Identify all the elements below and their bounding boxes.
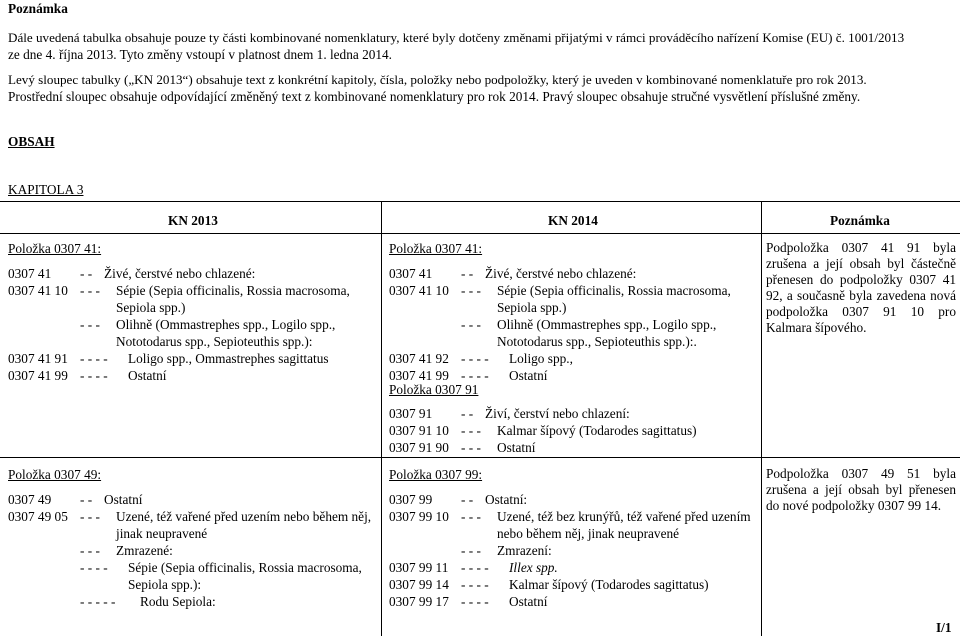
code: 0307 91 10 [389, 423, 449, 438]
line-text: Sépie (Sepia officinalis, Rossia macrosoma, [128, 560, 362, 575]
code: 0307 41 10 [389, 283, 449, 298]
dash: - - - [461, 509, 481, 524]
line-text: Zmrazení: [497, 543, 552, 558]
code: 0307 91 [389, 406, 433, 421]
code: 0307 41 91 [8, 351, 68, 366]
column-header-kn2014: KN 2014 [548, 213, 598, 228]
row-divider [0, 457, 960, 458]
block2-note: Podpoložka 0307 49 51 byla zrušena a její obsah byl přenesen do nové podpoložky 0307 99 14. [766, 466, 956, 513]
column-header-poznamka: Poznámka [830, 213, 890, 228]
intro-line-2: ze dne 4. října 2013. Tyto změny vstoupí v platnost dnem 1. ledna 2014. [8, 47, 392, 62]
line-text: Olihně (Ommastrephes spp., Logilo spp., [116, 317, 336, 332]
dash: - - - - [461, 577, 489, 592]
line-text: Ostatní [509, 368, 548, 383]
dash: - - - [461, 543, 481, 558]
dash: - - - - [80, 368, 108, 383]
line-text: nebo během něj, jinak neupravené [497, 526, 680, 541]
obsah-heading: OBSAH [8, 134, 55, 149]
dash: - - - [461, 317, 481, 332]
page-number: I/1 [936, 620, 952, 635]
column-header-kn2013: KN 2013 [168, 213, 218, 228]
line-text: Sepiola spp.) [116, 300, 186, 315]
dash: - - - [80, 509, 100, 524]
code: 0307 49 05 [8, 509, 68, 524]
line-text: Zmrazené: [116, 543, 173, 558]
intro-line-4: Prostřední sloupec obsahuje odpovídající změněný text z kombinované nomenklatury pro rok 2014. Pravý sloupec obsahuje stručné vysvětlení příslušné změny. [8, 89, 861, 104]
page-title: Poznámka [8, 1, 68, 16]
block2-left-title: Položka 0307 49: [8, 467, 102, 482]
line-text: Nototodarus spp., Sepioteuthis spp.): [116, 334, 313, 349]
line-text: Loligo spp., Ommastrephes sagittatus [128, 351, 329, 366]
dash: - - - - [461, 594, 489, 609]
dash: - - [80, 492, 93, 507]
code: 0307 49 [8, 492, 52, 507]
line-text: Uzené, též bez krunýřů, též vařené před uzením [497, 509, 751, 524]
line-text: Uzené, též vařené před uzením nebo během něj, [116, 509, 372, 524]
line-text: Rodu Sepiola: [140, 594, 216, 609]
line-text: jinak neupravené [116, 526, 208, 541]
line-text: Olihně (Ommastrephes spp., Logilo spp., [497, 317, 717, 332]
dash: - - [461, 492, 474, 507]
line-text: Loligo spp., [509, 351, 573, 366]
column-divider-left [381, 201, 382, 636]
dash: - - - - - [80, 594, 116, 609]
dash: - - - - [461, 560, 489, 575]
dash: - - [80, 266, 93, 281]
dash: - - - [80, 317, 100, 332]
block1-mid-title: Položka 0307 41: [389, 241, 483, 256]
line-text: Sépie (Sepia officinalis, Rossia macrosoma, [116, 283, 350, 298]
code: 0307 41 92 [389, 351, 449, 366]
dash: - - - [80, 543, 100, 558]
line-text: Ostatní [104, 492, 143, 507]
line-text: Nototodarus spp., Sepioteuthis spp.):. [497, 334, 697, 349]
code: 0307 41 [389, 266, 433, 281]
line-text: Živí, čerství nebo chlazení: [485, 406, 630, 421]
code: 0307 41 [8, 266, 52, 281]
intro-line-1: Dále uvedená tabulka obsahuje pouze ty části kombinované nomenklatury, které byly dotčeny změnami přijatými v rámci prováděcího nařízení Komise (EU) č. 1001/2013 [8, 30, 905, 45]
block2-mid-title: Položka 0307 99: [389, 467, 483, 482]
dash: - - - - [80, 560, 108, 575]
line-text: Ostatní [497, 440, 536, 455]
intro-line-3: Levý sloupec tabulky („KN 2013“) obsahuje text z konkrétní kapitoly, čísla, položky nebo podpoložky, který je uveden v kombinované nomenklatuře pro rok 2013. [8, 72, 867, 87]
line-text: Kalmar šípový (Todarodes sagittatus) [497, 423, 697, 438]
dash: - - - - [461, 351, 489, 366]
block1-mid-title-2: Položka 0307 91 [389, 382, 479, 397]
dash: - - - [461, 283, 481, 298]
dash: - - - - [461, 368, 489, 383]
line-text: Ostatní [128, 368, 167, 383]
block1-note: Podpoložka 0307 41 91 byla zrušena a její obsah byl částečně přenesen do podpoložky 0307 41 92, a současně byla zavedena nová podpoložka 0307 91 10 pro Kalmara šípového. [766, 240, 956, 335]
code: 0307 99 10 [389, 509, 449, 524]
line-text: Ostatní [509, 594, 548, 609]
block1-left-title: Položka 0307 41: [8, 241, 102, 256]
chapter-heading: KAPITOLA 3 [8, 182, 84, 197]
line-text: Sépie (Sepia officinalis, Rossia macrosoma, [497, 283, 731, 298]
code: 0307 99 11 [389, 560, 449, 575]
line-text: Illex spp. [509, 560, 558, 575]
dash: - - - [461, 440, 481, 455]
code: 0307 41 99 [8, 368, 68, 383]
dash: - - - - [80, 351, 108, 366]
code: 0307 99 14 [389, 577, 449, 592]
line-text: Sepiola spp.): [128, 577, 202, 592]
table-header-band [0, 201, 960, 234]
line-text: Kalmar šípový (Todarodes sagittatus) [509, 577, 709, 592]
dash: - - - [80, 283, 100, 298]
code: 0307 91 90 [389, 440, 449, 455]
code: 0307 41 99 [389, 368, 449, 383]
column-divider-right [761, 201, 762, 636]
code: 0307 99 [389, 492, 433, 507]
dash: - - [461, 406, 474, 421]
line-text: Ostatní: [485, 492, 528, 507]
code: 0307 99 17 [389, 594, 449, 609]
dash: - - - [461, 423, 481, 438]
code: 0307 41 10 [8, 283, 68, 298]
line-text: Živé, čerstvé nebo chlazené: [485, 266, 637, 281]
line-text: Sepiola spp.) [497, 300, 567, 315]
line-text: Živé, čerstvé nebo chlazené: [104, 266, 256, 281]
dash: - - [461, 266, 474, 281]
